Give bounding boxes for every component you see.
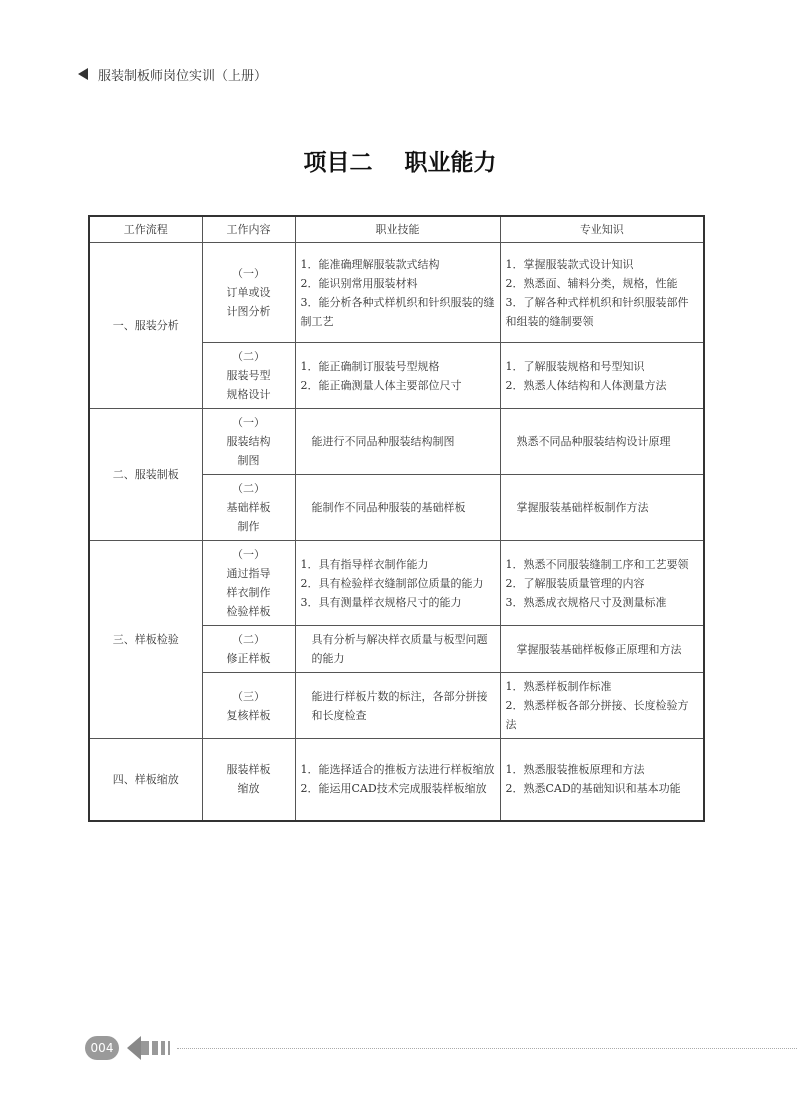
table-row: [89, 739, 704, 821]
table-header-row: [89, 216, 704, 243]
column-header: 专业知识: [500, 216, 704, 243]
work-content-cell-line: （一）: [232, 548, 265, 561]
dotted-rule: [177, 1048, 797, 1049]
skill-cell-line: 2．能运用CAD技术完成服装样板缩放: [300, 782, 487, 796]
work-content-cell-line: 规格设计: [226, 388, 271, 401]
skill-cell: [295, 343, 500, 409]
skill-cell: [295, 541, 500, 626]
work-content-cell: [202, 739, 295, 821]
knowledge-cell: [500, 409, 704, 475]
column-header: 工作流程: [89, 216, 202, 243]
running-header: [78, 64, 267, 84]
work-content-cell: [202, 673, 295, 739]
work-content-cell-line: （二）: [232, 482, 265, 495]
knowledge-cell-line: 掌握服装基础样板修正原理和方法: [516, 642, 682, 656]
table-row: [89, 243, 704, 343]
work-content-cell-line: 服装号型: [226, 369, 271, 382]
knowledge-cell-line: 2．熟悉CAD的基础知识和基本功能: [505, 782, 681, 796]
knowledge-cell: [500, 739, 704, 821]
work-content-cell-line: （一）: [232, 267, 265, 280]
skill-cell-line: 2．具有检验样衣缝制部位质量的能力: [300, 576, 484, 590]
knowledge-cell: [500, 626, 704, 673]
work-content-cell-line: 通过指导: [226, 567, 271, 580]
work-content-cell-line: （三）: [232, 689, 265, 703]
skill-cell-line: 1．能正确制订服装号型规格: [300, 359, 440, 373]
knowledge-cell-line: 1．熟悉样板制作标准: [505, 680, 612, 693]
skill-cell-line: 能进行样板片数的标注，各部分拼接和长度检查: [311, 689, 488, 722]
skill-cell-line: 1．能选择适合的推板方法进行样板缩放: [300, 763, 495, 777]
work-content-cell-line: 订单或设: [226, 286, 271, 299]
table-row: [89, 541, 704, 626]
work-content-cell-line: （二）: [232, 350, 265, 363]
knowledge-cell: [500, 475, 704, 541]
work-content-cell: [202, 409, 295, 475]
competency-table: [88, 215, 705, 822]
page-number: 004: [85, 1036, 119, 1060]
work-content-cell-line: （二）: [232, 633, 265, 646]
work-content-cell-line: 检验样板: [226, 605, 271, 618]
work-content-cell: [202, 541, 295, 626]
work-content-cell-line: 样衣制作: [226, 586, 271, 599]
work-content-cell-line: 基础样板: [226, 501, 271, 514]
work-content-cell-line: 制图: [237, 454, 260, 467]
page-footer: [85, 1033, 800, 1063]
skill-cell: [295, 409, 500, 475]
arrow-left-icon: [127, 1036, 141, 1060]
knowledge-cell-line: 2．熟悉人体结构和人体测量方法: [505, 378, 667, 392]
knowledge-cell-line: 1．熟悉不同服装缝制工序和工艺要领: [505, 557, 689, 571]
knowledge-cell: [500, 673, 704, 739]
knowledge-cell-line: 2．熟悉面、辅料分类，规格，性能: [505, 276, 678, 290]
knowledge-cell: [500, 343, 704, 409]
skill-cell: [295, 475, 500, 541]
work-content-cell-line: 复核样板: [226, 708, 271, 722]
work-content-cell-line: 服装结构: [226, 435, 271, 448]
work-content-cell-line: 服装样板: [226, 763, 271, 777]
skill-cell-line: 能进行不同品种服装结构制图: [311, 435, 455, 448]
running-header-text: 服装制板师岗位实训（上册）: [98, 68, 268, 84]
work-content-cell-line: 缩放: [237, 782, 260, 796]
skill-cell-line: 1．能准确理解服装款式结构: [300, 257, 440, 271]
work-content-cell: [202, 243, 295, 343]
skill-cell: [295, 243, 500, 343]
knowledge-cell-line: 1．了解服装规格和号型知识: [505, 359, 645, 373]
workflow-cell: 二、服装制板: [89, 409, 202, 541]
work-content-cell: [202, 475, 295, 541]
skill-cell-line: 1．具有指导样衣制作能力: [300, 557, 429, 571]
skill-cell-line: 3．能分析各种式样机织和针织服装的缝制工艺: [300, 295, 495, 328]
knowledge-cell-line: 2．熟悉样板各部分拼接、长度检验方法: [505, 699, 689, 731]
knowledge-cell-line: 1．熟悉服装推板原理和方法: [505, 763, 645, 777]
knowledge-cell: [500, 541, 704, 626]
work-content-cell: [202, 343, 295, 409]
knowledge-cell-line: 3．熟悉成衣规格尺寸及测量标准: [505, 595, 667, 609]
work-content-cell-line: 计图分析: [226, 305, 271, 318]
skill-cell-line: 2．能识别常用服装材料: [300, 276, 418, 290]
column-header: 职业技能: [295, 216, 500, 243]
skill-cell-line: 能制作不同品种服装的基础样板: [311, 501, 466, 514]
skill-cell-line: 3．具有测量样衣规格尺寸的能力: [300, 595, 462, 609]
work-content-cell-line: 制作: [237, 520, 260, 533]
table-row: [89, 409, 704, 475]
skill-cell-line: 具有分析与解决样衣质量与板型问题的能力: [311, 633, 488, 665]
skill-cell: [295, 673, 500, 739]
skill-cell: [295, 626, 500, 673]
page-title: 项目二 职业能力: [303, 150, 497, 176]
knowledge-cell: [500, 243, 704, 343]
work-content-cell-line: 修正样板: [226, 652, 271, 665]
work-content-cell: [202, 626, 295, 673]
work-content-cell-line: （一）: [232, 416, 265, 429]
skill-cell-line: 2．能正确测量人体主要部位尺寸: [300, 378, 462, 392]
knowledge-cell-line: 1．掌握服装款式设计知识: [505, 257, 634, 271]
triangle-left-icon: [78, 68, 88, 80]
column-header: 工作内容: [202, 216, 295, 243]
workflow-cell: 四、样板缩放: [89, 739, 202, 821]
workflow-cell: 三、样板检验: [89, 541, 202, 739]
skill-cell: [295, 739, 500, 821]
knowledge-cell-line: 掌握服装基础样板制作方法: [516, 501, 649, 514]
knowledge-cell-line: 熟悉不同品种服装结构设计原理: [516, 435, 671, 448]
workflow-cell: 一、服装分析: [89, 243, 202, 409]
knowledge-cell-line: 2．了解服装质量管理的内容: [505, 576, 645, 590]
speed-lines-decoration: [141, 1041, 171, 1055]
knowledge-cell-line: 3．了解各种式样机织和针织服装部件和组装的缝制要领: [505, 295, 689, 328]
